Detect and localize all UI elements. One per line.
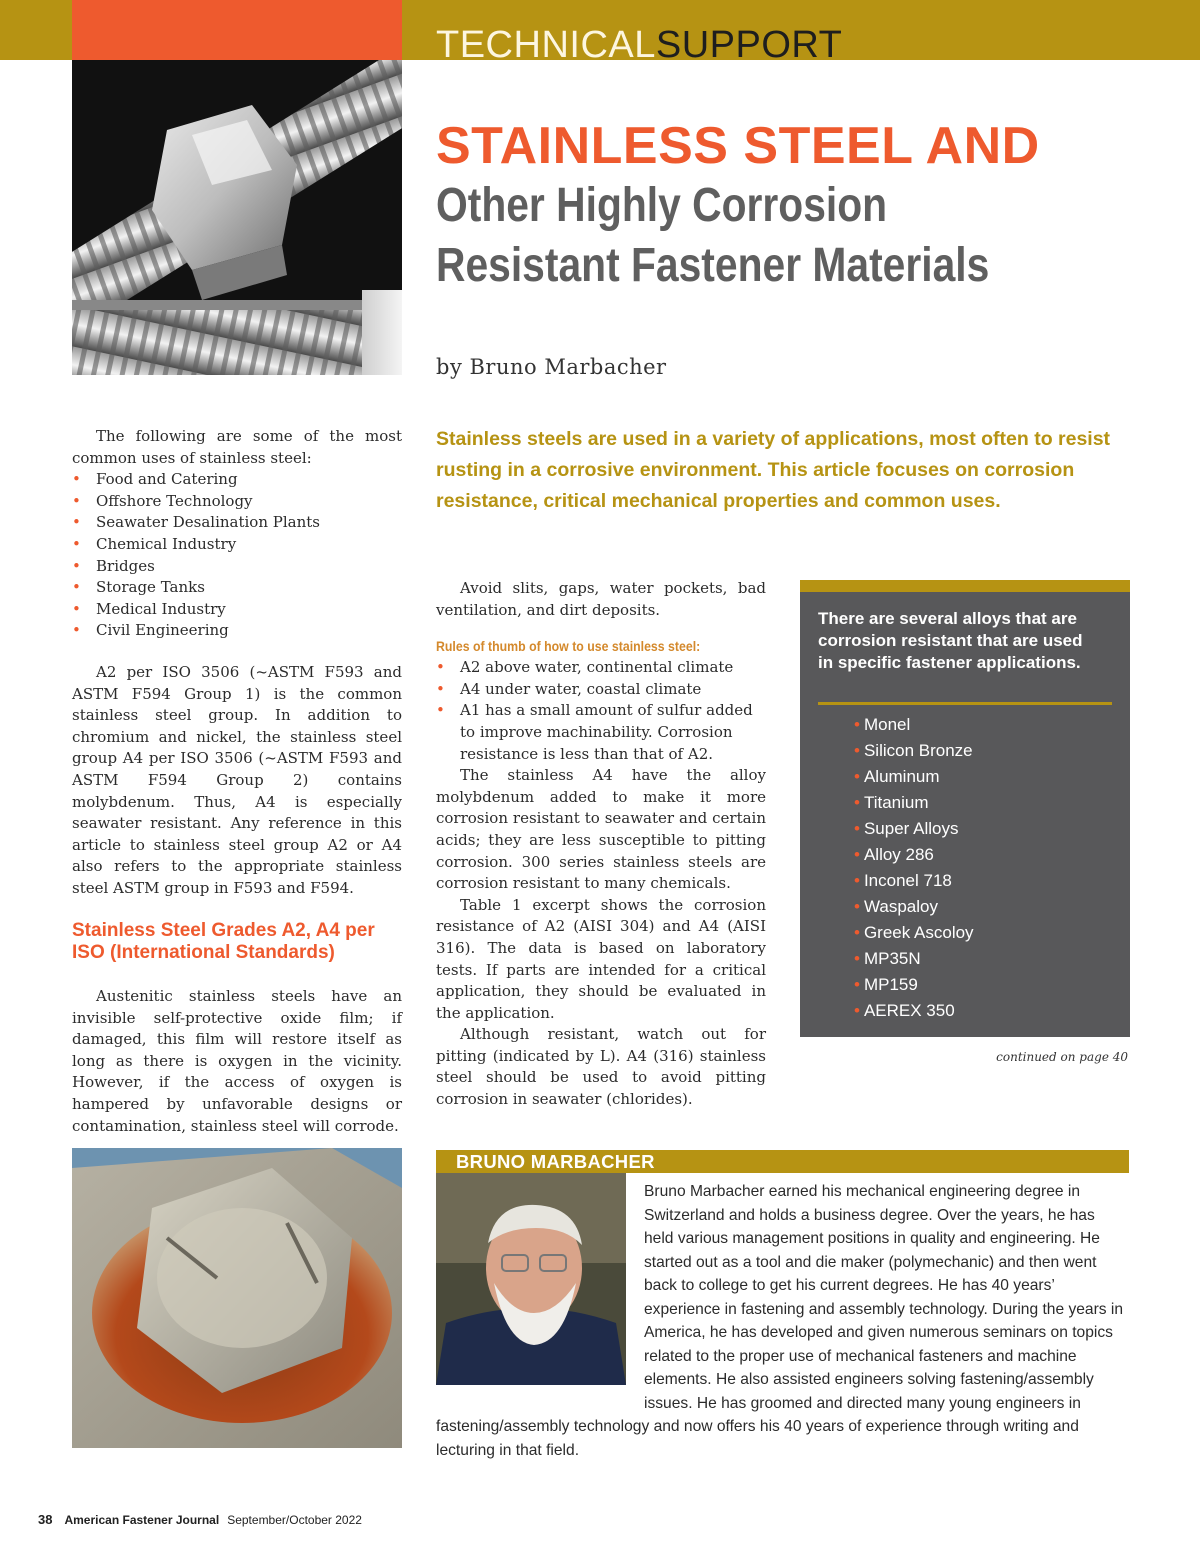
list-item: • Seawater Desalination Plants xyxy=(72,512,402,534)
bullet-icon: • xyxy=(854,715,860,734)
section-label-thin: TECHNICAL xyxy=(436,24,656,66)
bullet-icon: • xyxy=(854,923,860,942)
bullet-icon: • xyxy=(436,658,445,677)
bullet-icon: • xyxy=(72,534,81,553)
deck-summary: Stainless steels are used in a variety of applications, most often to resist rusting in a corrosive environment. This article focuses on corrosion resistance, critical mechanical properties and common uses. xyxy=(436,428,1111,512)
alloys-sidebar xyxy=(800,580,1130,1037)
bullet-icon: • xyxy=(854,845,860,864)
bio-header-bar xyxy=(436,1150,1129,1173)
uses-intro: The following are some of the most common uses of stainless steel: xyxy=(72,427,402,467)
list-item: • A4 under water, coastal climate xyxy=(436,679,766,701)
list-item: • Super Alloys xyxy=(854,819,959,838)
bullet-icon: • xyxy=(854,819,860,838)
bullet-icon: • xyxy=(854,871,860,890)
page-number: 38 xyxy=(38,1512,53,1527)
bullet-icon: • xyxy=(854,1001,860,1020)
rules-list xyxy=(436,657,766,765)
austenitic-paragraph: Austenitic stainless steels have an invisible self-protective oxide film; if damaged, this film will restore itself as long as there is oxygen in the vicinity. However, if the access of oxygen is hampered by unfavorable designs or contamination, stainless steel will corrode. xyxy=(72,987,402,1135)
list-item: • Silicon Bronze xyxy=(854,741,973,760)
a4-paragraph: The stainless A4 have the alloy molybdenum added to make it more corrosion resistant to seawater and certain acids; they are less susceptible to pitting corrosion. 300 series stainless steels are corrosion resistant to many chemicals. xyxy=(436,766,766,893)
list-item: • Bridges xyxy=(72,556,402,578)
bullet-icon: • xyxy=(72,513,81,532)
list-item: • MP35N xyxy=(854,949,921,968)
list-item: • Titanium xyxy=(854,793,929,812)
bio-name: BRUNO MARBACHER xyxy=(456,1151,655,1172)
list-item: • Inconel 718 xyxy=(854,871,952,890)
header-band-left xyxy=(0,0,72,60)
list-item: • Waspaloy xyxy=(854,897,938,916)
headline: STAINLESS STEEL AND xyxy=(436,117,1040,175)
list-item: • Civil Engineering xyxy=(72,620,402,642)
bullet-icon: • xyxy=(436,701,445,720)
bullet-icon: • xyxy=(854,767,860,786)
bio-text: Bruno Marbacher earned his mechanical engineering degree in Switzerland and holds a business degree. Over the years, he has held various management positions in quality and engineering. He started out as a tool and die maker (polymechanic) and then went back to college to get his current degrees. He has 40 years’ experience in fastening and assembly technology. During the years in America, he has developed and given numerous seminars on topics related to the proper use of mechanical fasteners and machine elements. He also assisted engineers solving fastening/assembly issues. He has groomed and directed many young engineers in fastening/assembly technology and now offers his 40 years of experience through writing and lecturing in that field. xyxy=(436,1183,1124,1459)
list-item: • Food and Catering xyxy=(72,469,402,491)
section-label-bold: SUPPORT xyxy=(655,24,843,66)
bullet-icon: • xyxy=(72,556,81,575)
uses-list xyxy=(72,469,402,642)
alloy-list xyxy=(854,712,974,1024)
header-band-orange xyxy=(72,0,402,60)
rules-heading: Rules of thumb of how to use stainless steel: xyxy=(436,638,701,655)
bullet-icon: • xyxy=(72,491,81,510)
sidebar-divider xyxy=(818,702,1112,705)
section-label xyxy=(436,22,842,68)
byline: by Bruno Marbacher xyxy=(436,355,667,379)
grades-heading: Stainless Steel Grades A2, A4 per ISO (International Standards) xyxy=(72,920,375,963)
page-footer xyxy=(38,1512,362,1528)
avoid-paragraph: Avoid slits, gaps, water pockets, bad ventilation, and dirt deposits. xyxy=(436,579,766,619)
list-item: • A2 above water, continental climate xyxy=(436,657,766,679)
bullet-icon: • xyxy=(72,621,81,640)
magazine-name: American Fastener Journal xyxy=(64,1513,220,1527)
bullet-icon: • xyxy=(854,741,860,760)
list-item: • A1 has a small amount of sulfur added to improve machinability. Corrosion resistance is less than that of A2. xyxy=(436,701,753,763)
bolt-nut-photo xyxy=(72,60,402,375)
bio-text-block xyxy=(436,1180,1126,1462)
list-item: • AEREX 350 xyxy=(854,1001,955,1020)
list-item: • Alloy 286 xyxy=(854,845,934,864)
list-item: • Offshore Technology xyxy=(72,491,402,513)
list-item: • Monel xyxy=(854,715,911,734)
list-item: • Medical Industry xyxy=(72,599,402,621)
bullet-icon: • xyxy=(854,975,860,994)
table-paragraph: Table 1 excerpt shows the corrosion resistance of A2 (AISI 304) and A4 (AISI 316). The data is based on laboratory tests. If parts are intended for a critical application, they should be evaluated in the application. xyxy=(436,895,766,1022)
bullet-icon: • xyxy=(854,897,860,916)
list-item: • Greek Ascoloy xyxy=(854,923,974,942)
bullet-icon: • xyxy=(436,679,445,698)
a2-paragraph: A2 per ISO 3506 (~ASTM F593 and ASTM F594 Group 1) is the common stainless steel group. In addition to chromium and nickel, the stainless steel group A4 per ISO 3506 (~ASTM F593 and ASTM F594 Group 2) contains molybdenum. Thus, A4 is especially seawater resistant. Any reference in this article to stainless steel group A2 or A4 also refers to the appropriate stainless steel ASTM group in F593 and F594. xyxy=(72,663,402,897)
bio-photo-spacer xyxy=(436,1180,644,1406)
uses-section xyxy=(72,426,402,642)
list-item: • Aluminum xyxy=(854,767,940,786)
bullet-icon: • xyxy=(854,793,860,812)
bullet-icon: • xyxy=(72,578,81,597)
sidebar-intro: There are several alloys that are corrosion resistant that are used in specific fastener applications. xyxy=(818,609,1083,672)
bullet-icon: • xyxy=(72,470,81,489)
list-item: • Chemical Industry xyxy=(72,534,402,556)
bullet-icon: • xyxy=(72,599,81,618)
list-item: • Storage Tanks xyxy=(72,577,402,599)
issue-date: September/October 2022 xyxy=(227,1513,362,1527)
continued-link[interactable]: continued on page 40 xyxy=(996,1050,1128,1064)
corroded-bolt-photo xyxy=(72,1148,402,1448)
column-two xyxy=(436,578,766,1111)
bullet-icon: • xyxy=(854,949,860,968)
subheadline: Other Highly Corrosion Resistant Fastener Materials xyxy=(436,179,990,292)
pitting-paragraph: Although resistant, watch out for pitting (indicated by L). A4 (316) stainless steel should be used to avoid pitting corrosion in seawater (chlorides). xyxy=(436,1025,766,1109)
list-item: • MP159 xyxy=(854,975,918,994)
